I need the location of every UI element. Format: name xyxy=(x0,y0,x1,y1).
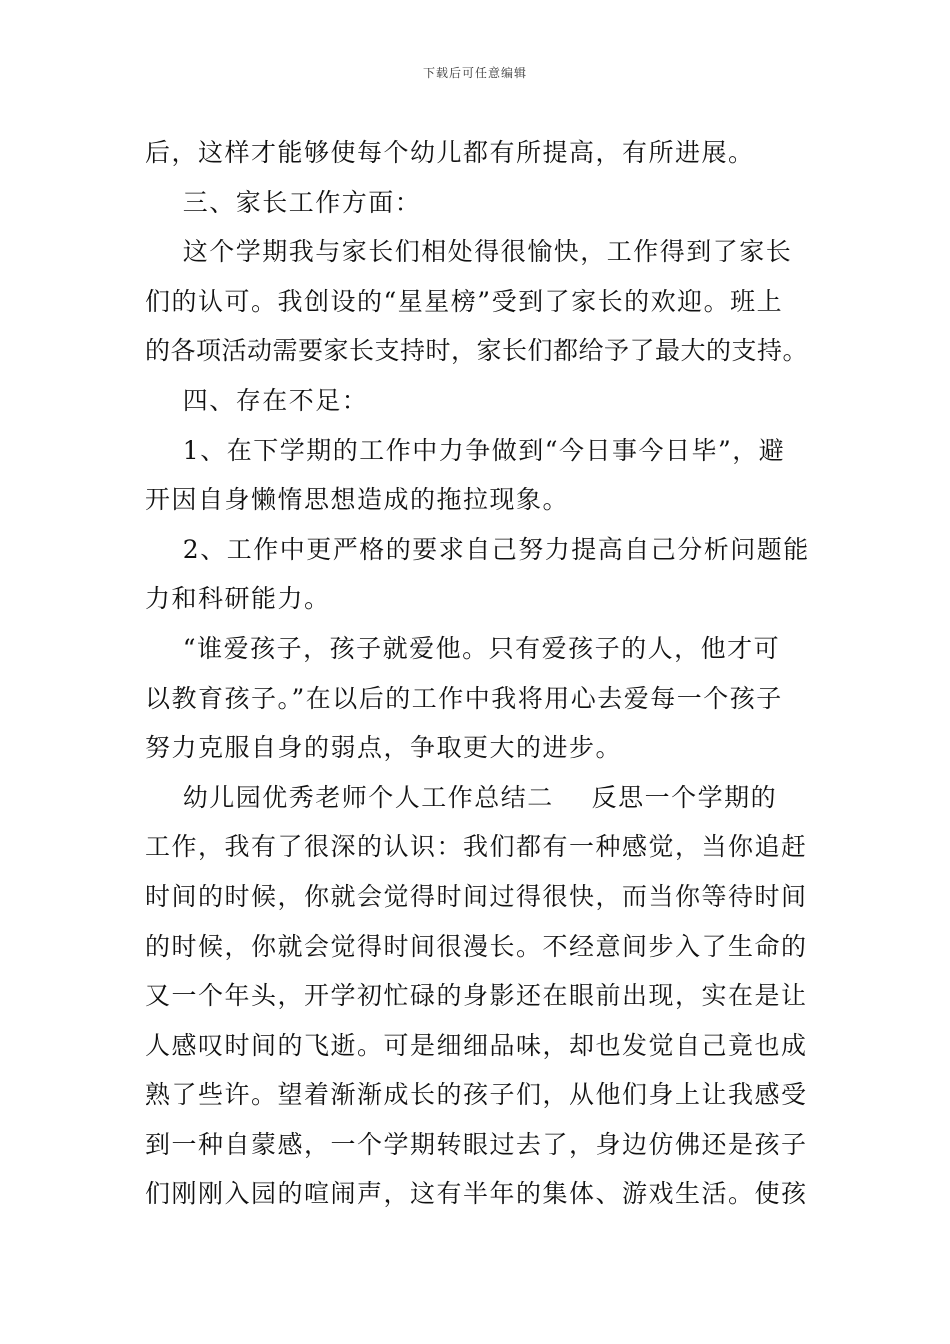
section-heading: 四、存在不足： xyxy=(145,385,369,415)
text-line: 努力克服自身的弱点，争取更大的进步。 xyxy=(145,733,623,763)
text-line: “谁爱孩子，孩子就爱他。只有爱孩子的人，他才可 xyxy=(145,633,781,663)
text-line: 力和科研能力。 xyxy=(145,584,331,614)
text-line: 熟了些许。望着渐渐成长的孩子们，从他们身上让我感受 xyxy=(145,1080,808,1110)
section-heading: 三、家长工作方面： xyxy=(145,187,422,217)
section-title-line: 幼儿园优秀老师个人工作总结二 反思一个学期的 xyxy=(145,782,778,812)
text-line: 又一个年头，开学初忙碌的身影还在眼前出现，实在是让 xyxy=(145,981,808,1011)
text-line: 们刚刚入园的喧闹声，这有半年的集体、游戏生活。使孩 xyxy=(145,1179,808,1209)
text-line: 人感叹时间的飞逝。可是细细品味，却也发觉自己竟也成 xyxy=(145,1030,808,1060)
text-line: 开因自身懒惰思想造成的拖拉现象。 xyxy=(145,485,570,515)
text-line: 2、工作中更严格的要求自己努力提高自己分析问题能 xyxy=(145,534,810,564)
text-line: 们的认可。我创设的“星星榜”受到了家长的欢迎。班上 xyxy=(145,286,784,316)
page-header: 下载后可任意编辑 xyxy=(422,66,527,80)
text-line: 工作，我有了很深的认识：我们都有一种感觉，当你追赶 xyxy=(145,832,808,862)
text-line: 时间的时候，你就会觉得时间过得很快，而当你等待时间 xyxy=(145,881,808,911)
text-line: 到一种自蒙感，一个学期转眼过去了，身边仿佛还是孩子 xyxy=(145,1129,808,1159)
text-line: 的时候，你就会觉得时间很漫长。不经意间步入了生命的 xyxy=(145,931,808,961)
text-line: 后，这样才能够使每个幼儿都有所提高，有所进展。 xyxy=(145,138,755,167)
text-line: 这个学期我与家长们相处得很愉快，工作得到了家长 xyxy=(145,237,793,267)
text-line: 1、在下学期的工作中力争做到“今日事今日毕”，避 xyxy=(145,435,786,465)
text-line: 的各项活动需要家长支持时，家长们都给予了最大的支持。 xyxy=(145,336,809,366)
text-line: 以教育孩子。”在以后的工作中我将用心去爱每一个孩子 xyxy=(145,683,783,713)
document-body xyxy=(145,128,810,1219)
